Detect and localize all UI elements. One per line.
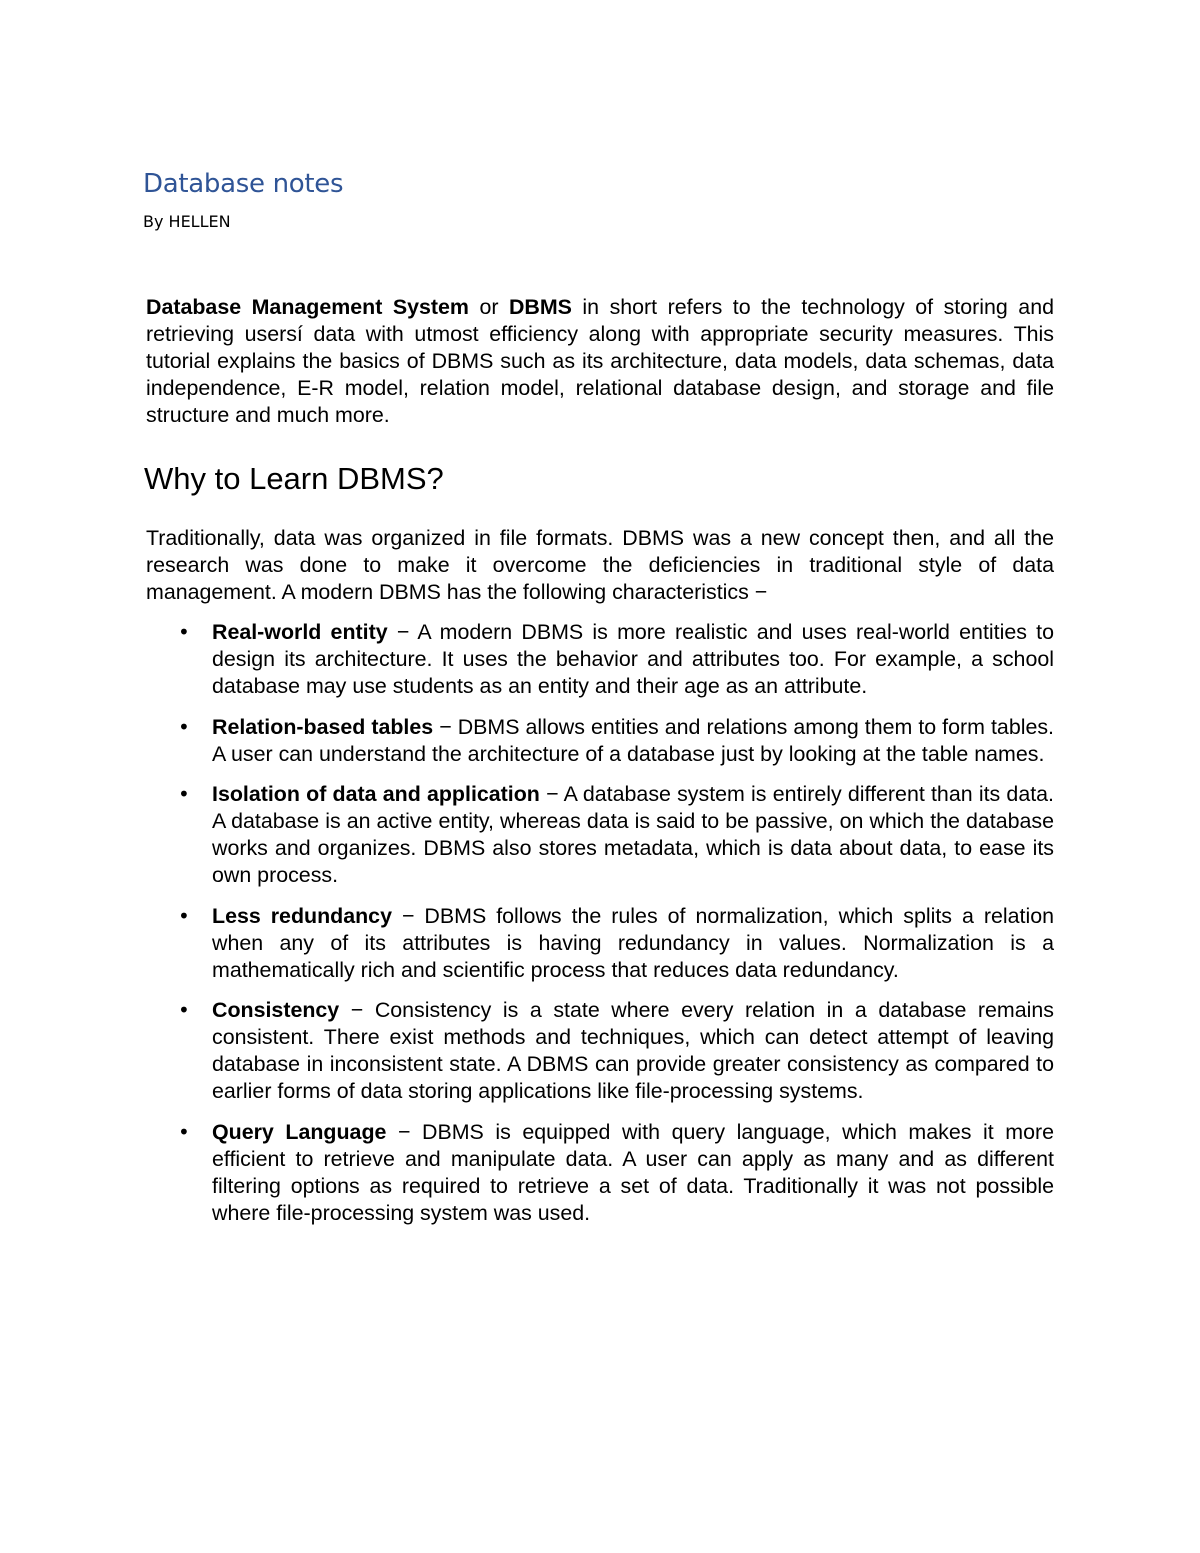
intro-text: in short refers to the technology of storing and retrieving usersí data with utmost efficiency along with appropriate security measures. This tutorial explains the basics of DBMS such as its architecture, data models, data schemas, data independence, E-R model, relation model, relational database design, and storage and file structure and much more. (146, 295, 1054, 427)
document-title: Database notes (143, 169, 344, 199)
bullet-icon: • (178, 620, 190, 644)
list-item-term: Query Language (212, 1119, 387, 1144)
list-item (146, 1119, 1054, 1227)
intro-term-dbms: DBMS (508, 295, 572, 319)
intro-paragraph (146, 294, 1054, 429)
bullet-icon: • (178, 1119, 190, 1144)
list-item-text: − A database system is entirely different than its data. A database is an active entity, whereas data is said to be passive, on which the database works and organizes. DBMS also stores metadata, which is data about data, to ease its own process. (212, 782, 1054, 887)
intro-joiner: or (468, 295, 509, 319)
list-item-text: − DBMS allows entities and relations among them to form tables. A user can understand the architecture of a database just by looking at the table names. (212, 714, 1054, 766)
author-line: By HELLEN (143, 212, 231, 231)
list-item-term: Real-world entity (212, 620, 388, 644)
list-item (146, 903, 1054, 984)
list-item-text: − A modern DBMS is more realistic and uses real-world entities to design its architecture. It uses the behavior and attributes too. For example, a school database may use students as an entity and their age as an attribute. (212, 620, 1054, 698)
list-item-text: − DBMS follows the rules of normalization, which splits a relation when any of its attributes is having redundancy in values. Normalization is a mathematically rich and scientific process that reduces data redundancy. (212, 903, 1054, 982)
list-item (146, 619, 1054, 700)
list-item-term: Relation-based tables (212, 714, 434, 739)
section-heading: Why to Learn DBMS? (144, 461, 444, 496)
list-item (146, 714, 1054, 768)
list-item-term: Consistency (212, 998, 340, 1022)
section-intro-paragraph: Traditionally, data was organized in file formats. DBMS was a new concept then, and all the research was done to make it overcome the deficiencies in traditional style of data management. A modern DBMS has the following characteristics − (146, 526, 1054, 604)
bullet-icon: • (178, 714, 190, 739)
bullet-icon: • (178, 782, 190, 806)
intro-term-dbms-full: Database Management System (146, 295, 469, 319)
list-item-text: − Consistency is a state where every relation in a database remains consistent. There exist methods and techniques, which can detect attempt of leaving database in inconsistent state. A DBMS can provide greater consistency as compared to earlier forms of data storing applications like file-processing systems. (212, 998, 1054, 1103)
list-item (146, 781, 1054, 889)
bullet-icon: • (178, 998, 190, 1022)
bullet-icon: • (178, 903, 190, 928)
list-item-text: − DBMS is equipped with query language, which makes it more efficient to retrieve and manipulate data. A user can apply as many and as different filtering options as required to retrieve a set of data. Traditionally it was not possible where file-processing system was used. (212, 1119, 1054, 1225)
list-item-term: Less redundancy (212, 903, 392, 928)
list-item-term: Isolation of data and application (212, 782, 540, 806)
characteristics-list (146, 619, 1054, 1240)
list-item (146, 997, 1054, 1105)
